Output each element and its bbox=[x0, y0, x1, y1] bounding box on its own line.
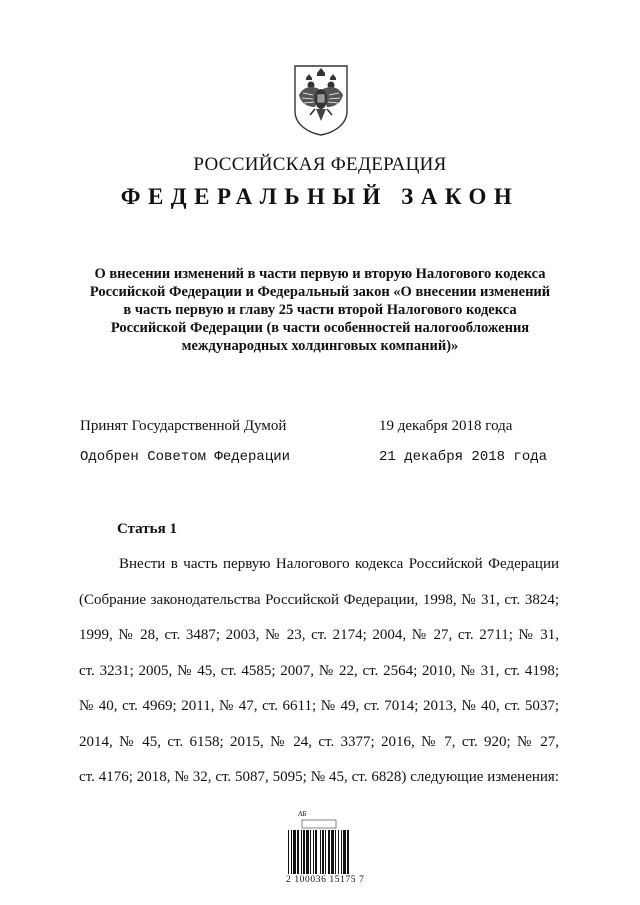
article-body bbox=[79, 547, 559, 796]
barcode-bar bbox=[297, 830, 299, 874]
barcode-bar bbox=[320, 830, 321, 874]
barcode-bar bbox=[343, 830, 346, 874]
barcode-frame bbox=[302, 820, 336, 828]
barcode-bar bbox=[306, 830, 309, 874]
document-type: ФЕДЕРАЛЬНЫЙ ЗАКОН bbox=[120, 184, 520, 209]
barcode-bar bbox=[328, 830, 330, 874]
barcode-icon bbox=[288, 816, 358, 874]
coat-of-arms-icon bbox=[289, 63, 353, 137]
article-line: (Собрание законодательства Российской Федерации, 1998, № 31, ст. 3824; bbox=[79, 591, 559, 608]
barcode-number: 2 100036 15175 7 bbox=[286, 875, 365, 885]
approved-date: 21 декабря 2018 года bbox=[379, 449, 548, 465]
article-line: ст. 3231; 2005, № 45, ст. 4585; 2007, № 22, ст. 2564; 2010, № 31, ст. 4198; bbox=[79, 662, 559, 679]
law-title-line: Российской Федерации и Федеральный закон «О внесении изменений bbox=[89, 284, 551, 300]
barcode-bar bbox=[288, 830, 289, 874]
barcode-bar bbox=[301, 830, 302, 874]
adopted-label: Принят Государственной Думой bbox=[80, 418, 287, 434]
adopted-date: 19 декабря 2018 года bbox=[379, 418, 513, 434]
article-heading: Статья 1 bbox=[117, 521, 177, 537]
barcode-mark: АБ bbox=[298, 810, 307, 818]
barcode-bar bbox=[341, 830, 342, 874]
approved-label: Одобрен Советом Федерации bbox=[80, 449, 291, 465]
law-title bbox=[60, 265, 580, 355]
barcode-bar bbox=[313, 830, 314, 874]
article-line: Внести в часть первую Налогового кодекса Российской Федерации bbox=[119, 556, 559, 572]
law-title-line: в часть первую и главу 25 части второй Налогового кодекса bbox=[123, 302, 517, 318]
barcode-bar bbox=[322, 830, 324, 874]
law-title-line: Российской Федерации (в части особенностей налогообложения bbox=[110, 320, 530, 336]
barcode-bar bbox=[331, 830, 334, 874]
barcode-bar bbox=[291, 830, 292, 874]
law-title-line: международных холдинговых компаний)» bbox=[181, 338, 459, 354]
article-line: 2014, № 45, ст. 6158; 2015, № 24, ст. 3377; 2016, № 7, ст. 920; № 27, bbox=[79, 733, 559, 750]
barcode-bar bbox=[338, 830, 339, 874]
barcode-bar bbox=[325, 830, 326, 874]
barcode-bar bbox=[303, 830, 305, 874]
country-name: РОССИЙСКАЯ ФЕДЕРАЦИЯ bbox=[193, 154, 447, 175]
article-line: № 40, ст. 4969; 2011, № 47, ст. 6611; № 49, ст. 7014; 2013, № 40, ст. 5037; bbox=[79, 698, 559, 714]
article-line: ст. 4176; 2018, № 32, ст. 5087, 5095; № 45, ст. 6828) следующие изменения: bbox=[79, 769, 559, 785]
barcode-bar bbox=[310, 830, 311, 874]
barcode-bar bbox=[335, 830, 336, 874]
law-title-line: О внесении изменений в части первую и вторую Налогового кодекса bbox=[94, 266, 546, 282]
barcode-bar bbox=[315, 830, 317, 874]
article-line: 1999, № 28, ст. 3487; 2003, № 23, ст. 2174; 2004, № 27, ст. 2711; № 31, bbox=[79, 627, 559, 643]
barcode-bar bbox=[293, 830, 296, 874]
barcode-bar bbox=[347, 830, 349, 874]
